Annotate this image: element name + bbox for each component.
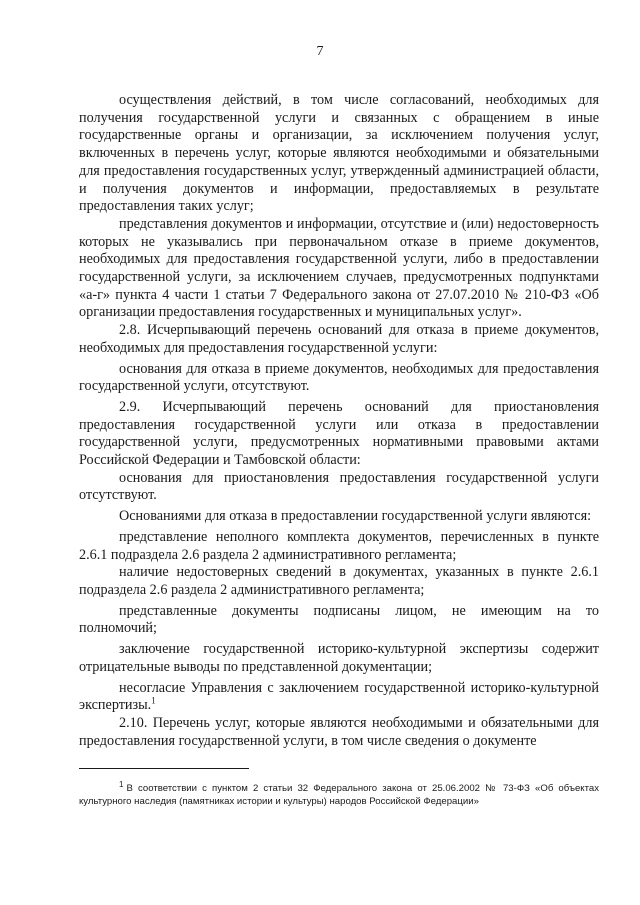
footnote-mark: 1 bbox=[119, 779, 124, 789]
list-item: представленные документы подписаны лицом, не имеющим на то полномочий; bbox=[79, 602, 599, 637]
section-2-10: 2.10. Перечень услуг, которые являются необходимыми и обязательными для предоставления государственной услуги, в том числе сведения о документе bbox=[79, 714, 599, 749]
document-body bbox=[79, 92, 599, 750]
section-2-9: 2.9. Исчерпывающий перечень оснований для приостановления предоставления государственной услуги или отказа в предоставлении государственной услуги, предусмотренных нормативными правовыми актами Российской Федерации и Тамбовской области: bbox=[79, 398, 599, 469]
paragraph-text: несогласие Управления с заключением государственной историко-культурной экспертизы. bbox=[79, 679, 599, 714]
paragraph: представления документов и информации, отсутствие и (или) недостоверность которых не указывались при первоначальном отказе в приеме документов, необходимых для предоставления государственной услуги, либо в предоставлении государственной услуги, за исключением случаев, предусмотренных подпунктами «а-г» пункта 4 части 1 статьи 7 Федерального закона от 27.07.2010 № 210-ФЗ «Об организации предоставления государственных и муниципальных услуг». bbox=[79, 215, 599, 321]
paragraph: осуществления действий, в том числе согласований, необходимых для получения государственной услуги и связанных с обращением в иные государственные органы и организации, за исключением получения услуг, включенных в перечень услуг, которые являются необходимыми и обязательными для предоставления государственных услуг, утвержденный администрацией области, и получения документов и информации, предоставляемых в результате предоставления таких услуг; bbox=[79, 92, 599, 215]
list-item: представление неполного комплекта документов, перечисленных в пункте 2.6.1 подраздела 2.6 раздела 2 административного регламента; bbox=[79, 528, 599, 563]
page-number: 7 bbox=[316, 44, 324, 59]
footnote-divider bbox=[79, 768, 249, 769]
footnote-text: В соответствии с пунктом 2 статьи 32 Федерального закона от 25.06.2002 № 73-ФЗ «Об объектах культурного наследия (памятниках истории и культуры) народов Российской Федерации» bbox=[79, 783, 599, 807]
paragraph: основания для приостановления предоставления государственной услуги отсутствуют. bbox=[79, 469, 599, 504]
list-item-with-footnote bbox=[79, 680, 599, 715]
paragraph: основания для отказа в приеме документов, необходимых для предоставления государственной услуги, отсутствуют. bbox=[79, 360, 599, 395]
list-item: заключение государственной историко-культурной экспертизы содержит отрицательные выводы по представленной документации; bbox=[79, 641, 599, 675]
footnote bbox=[79, 779, 599, 808]
footnote-reference[interactable]: 1 bbox=[151, 695, 156, 706]
list-item: наличие недостоверных сведений в документах, указанных в пункте 2.6.1 подраздела 2.6 раздела 2 административного регламента; bbox=[79, 564, 599, 598]
section-2-8: 2.8. Исчерпывающий перечень оснований для отказа в приеме документов, необходимых для предоставления государственной услуги: bbox=[79, 322, 599, 356]
paragraph: Основаниями для отказа в предоставлении государственной услуги являются: bbox=[119, 508, 592, 525]
